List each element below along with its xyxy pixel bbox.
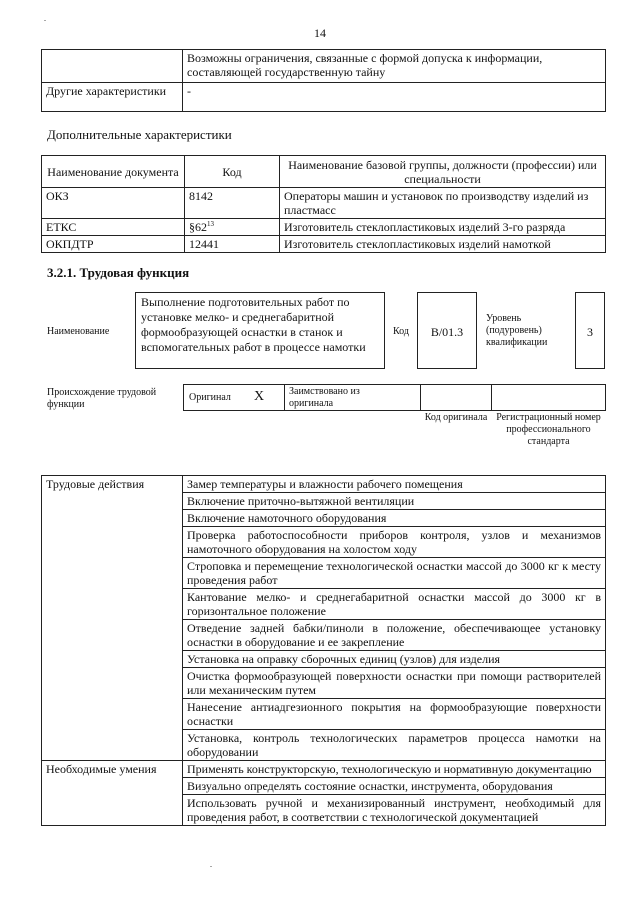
action-item: Нанесение антиадгезионного покрытия на формообразующие поверхности оснастки [183, 699, 606, 730]
action-item: Установка, контроль технологических параметров процесса намотки на оборудовании [183, 730, 606, 761]
level-value: 3 [587, 325, 593, 339]
additional-heading: Дополнительные характеристики [47, 127, 232, 142]
function-name-box [135, 292, 385, 369]
group-cell: Изготовитель стеклопластиковых изделий намоткой [280, 236, 606, 253]
doc-cell: ОКПДТР [42, 236, 185, 253]
table-row [42, 236, 606, 253]
code-cell: 12441 [185, 236, 280, 253]
table-row [42, 219, 606, 236]
borrowed-label: Заимствовано из оригинала [289, 386, 360, 409]
original-label: Оригинал [189, 392, 231, 403]
skills-label: Необходимые умения [42, 761, 183, 826]
reg-caption: Регистрационный номер профессионального стандарта [496, 412, 601, 447]
doc-cell: ЕТКС [42, 219, 185, 236]
top-table [41, 49, 606, 112]
level-label: Уровень (подуровень) квалификации [486, 313, 548, 348]
table-row [42, 188, 606, 219]
top-table-empty-cell [42, 50, 183, 83]
code-caption: Код оригинала [424, 412, 488, 423]
name-label: Наименование [47, 326, 110, 337]
code-text: §62 [189, 220, 207, 234]
header-document: Наименование документа [42, 156, 185, 188]
restriction-text: Возможны ограничения, связанные с формой допуска к информации, составляющей государственную тайну [183, 50, 606, 83]
origin-divider-1 [284, 384, 285, 411]
function-code: B/01.3 [430, 325, 464, 339]
code-cell [185, 219, 280, 236]
other-characteristics-value: - [183, 83, 606, 112]
skill-item: Визуально определять состояние оснастки, инструмента, оборудования [183, 778, 606, 795]
footer-mark: . [210, 860, 212, 869]
additional-table [41, 155, 606, 253]
action-item: Строповка и перемещение технологической оснастки массой до 3000 кг к месту проведения работ [183, 558, 606, 589]
origin-row [183, 384, 606, 411]
skill-item: Применять конструкторскую, технологическую и нормативную документацию [183, 761, 606, 778]
code-superscript: 13 [207, 220, 214, 228]
original-mark: X [254, 389, 265, 404]
action-item: Отведение задней бабки/пиноли в положение, обеспечивающее установку оснастки в оборудование и ее закрепление [183, 620, 606, 651]
page-number: 14 [314, 26, 326, 40]
header-code: Код [185, 156, 280, 188]
section-heading: 3.2.1. Трудовая функция [47, 265, 190, 280]
doc-cell: ОКЗ [42, 188, 185, 219]
main-table [41, 475, 606, 826]
corner-mark: . [44, 14, 46, 23]
action-item: Очистка формообразующей поверхности оснастки при помощи растворителей или механическим путем [183, 668, 606, 699]
origin-divider-2 [420, 384, 421, 411]
origin-divider-3 [491, 384, 492, 411]
action-item: Установка на оправку сборочных единиц (узлов) для изделия [183, 651, 606, 668]
header-group: Наименование базовой группы, должности (профессии) или специальности [280, 156, 606, 188]
code-label: Код [393, 326, 409, 337]
skill-item: Использовать ручной и механизированный инструмент, необходимый для проведения работ, в соответствии с технологической документацией [183, 795, 606, 826]
code-cell: 8142 [185, 188, 280, 219]
action-item: Включение приточно-вытяжной вентиляции [183, 493, 606, 510]
group-cell: Операторы машин и установок по производству изделий из пластмасс [280, 188, 606, 219]
other-characteristics-label: Другие характеристики [42, 83, 183, 112]
code-box [417, 292, 477, 369]
group-cell: Изготовитель стеклопластиковых изделий 3-го разряда [280, 219, 606, 236]
action-item: Проверка работоспособности приборов контроля, узлов и механизмов намоточного оборудования на холостом ходу [183, 527, 606, 558]
function-name: Выполнение подготовительных работ по установке мелко- и среднегабаритной формообразующей оснастки в станок и вспомогательных работ в процессе намотки [141, 295, 366, 354]
action-item: Замер температуры и влажности рабочего помещения [183, 476, 606, 493]
level-box [575, 292, 605, 369]
action-item: Кантование мелко- и среднегабаритной оснастки массой до 3000 кг в горизонтальное положение [183, 589, 606, 620]
action-item: Включение намоточного оборудования [183, 510, 606, 527]
actions-label: Трудовые действия [42, 476, 183, 761]
origin-label: Происхождение трудовой функции [47, 387, 157, 410]
